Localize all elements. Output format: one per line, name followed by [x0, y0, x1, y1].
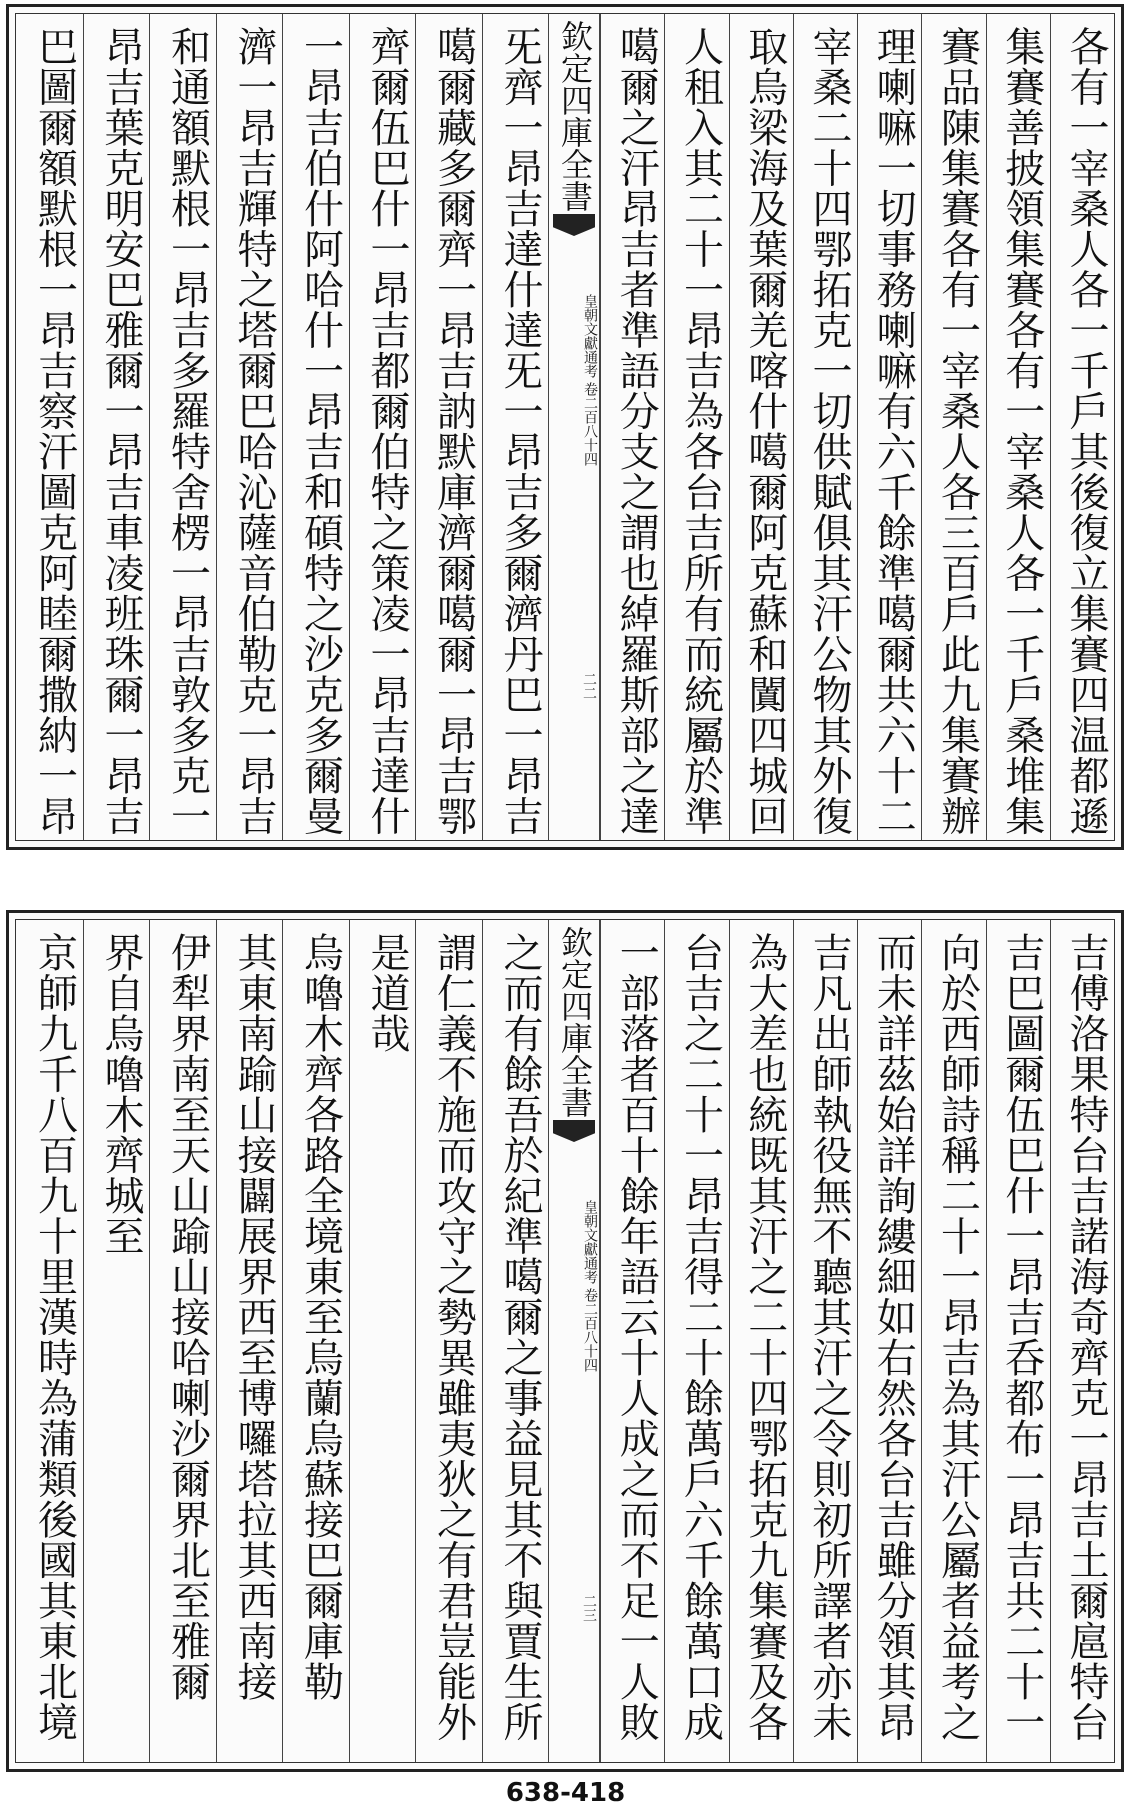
text-column	[282, 14, 349, 840]
text-column	[1050, 14, 1114, 840]
folio-number: 二三	[581, 1594, 597, 1622]
book-title: 欽定四庫全書	[556, 20, 594, 212]
column-text: 齊爾伍巴什一昂吉都爾伯特之策凌一昂吉達什	[364, 26, 410, 836]
text-column	[1050, 920, 1114, 1762]
text-column	[600, 920, 664, 1762]
text-column	[149, 920, 216, 1762]
column-text: 京師九千八百九十里漢時為蒲類後國其東北境	[31, 932, 78, 1742]
volume-info	[549, 1200, 599, 1372]
column-text: 烏嚕木齊各路全境東至烏蘭烏蘇接巴爾庫勒	[297, 932, 344, 1702]
column-text: 濟一昂吉輝特之塔爾巴哈沁薩音伯勒克一昂吉	[231, 26, 277, 836]
column-text: 一部落者百十餘年語云十人成之而不足一人敗	[613, 932, 660, 1742]
text-column	[16, 920, 83, 1762]
text-column	[729, 920, 793, 1762]
text-column	[83, 14, 150, 840]
text-column	[600, 14, 664, 840]
volume-info-line: 卷二百八十四	[582, 382, 598, 466]
column-text: 之而有餘吾於紀準噶爾之事益見其不與賈生所	[497, 932, 543, 1742]
column-text: 昂吉葉克明安巴雅爾一昂吉車凌班珠爾一昂吉	[98, 26, 144, 836]
text-column	[793, 920, 857, 1762]
text-column	[857, 920, 921, 1762]
text-column	[216, 920, 283, 1762]
page-number: 638-418	[505, 1778, 626, 1808]
column-text: 人租入其二十一昂吉為各台吉所有而統屬於準	[677, 26, 724, 836]
column-text: 旡齊一昂吉達什達旡一昂吉多爾濟丹巴一昂吉	[497, 26, 543, 836]
fishtail-mark	[553, 1120, 595, 1142]
lower-page-frame	[15, 919, 1115, 1763]
text-column	[664, 14, 728, 840]
column-text: 取烏梁海及葉爾羌喀什噶爾阿克蘇和闐四城回	[741, 26, 788, 836]
column-text: 向於西師詩稱二十一昂吉為其汗公屬者益考之	[934, 932, 981, 1742]
book-title: 欽定四庫全書	[556, 926, 594, 1118]
column-text: 謂仁義不施而攻守之勢異雖夷狄之有君豈能外	[430, 932, 477, 1742]
text-column	[986, 920, 1050, 1762]
column-text: 界自烏嚕木齊城至	[98, 932, 144, 1256]
text-column	[349, 920, 416, 1762]
text-column	[349, 14, 416, 840]
column-text: 和通額默根一昂吉多羅特舍楞一昂吉敦多克一	[164, 26, 211, 836]
column-text: 台吉之二十一昂吉得二十餘萬戶六千餘萬口成	[677, 932, 724, 1742]
column-text: 伊犁界南至天山踰山接哈喇沙爾界北至雅爾	[164, 932, 211, 1702]
column-text: 噶爾之汗昂吉者準語分支之謂也綽羅斯部之達	[613, 26, 660, 836]
upper-page-frame	[15, 13, 1115, 841]
center-fold	[548, 920, 600, 1762]
center-fold	[548, 14, 600, 840]
column-text: 吉巴圖爾伍巴什一昂吉呑都布一昂吉共二十一	[998, 932, 1045, 1742]
column-text: 為大差也統既其汗之二十四鄂拓克九集賽及各	[741, 932, 788, 1742]
column-text: 巴圖爾額默根一昂吉察汗圖克阿睦爾撒納一昂	[31, 26, 78, 836]
text-column	[216, 14, 283, 840]
column-text: 其東南踰山接闢展界西至博囉塔拉其西南接	[231, 932, 277, 1702]
lower-page	[6, 910, 1124, 1772]
text-column	[149, 14, 216, 840]
column-text: 是道哉	[364, 932, 410, 1054]
column-text: 噶爾藏多爾齊一昂吉訥默庫濟爾噶爾一昂吉鄂	[430, 26, 477, 836]
text-column	[482, 14, 549, 840]
column-text: 各有一宰桑人各一千戶其後復立集賽四温都遜	[1063, 26, 1109, 836]
fishtail-mark	[553, 214, 595, 236]
column-text: 宰桑二十四鄂拓克一切供賦俱其汗公物其外復	[806, 26, 852, 836]
text-column	[282, 920, 349, 1762]
text-column	[482, 920, 549, 1762]
column-text: 賽品陳集賽各有一宰桑人各三百戶此九集賽辦	[934, 26, 981, 836]
column-text: 集賽善披領集賽各有一宰桑人各一千戶桑堆集	[998, 26, 1045, 836]
volume-info	[549, 294, 599, 466]
column-text: 理喇嘛一切事務喇嘛有六千餘準噶爾共六十二	[870, 26, 917, 836]
volume-info-line: 皇朝文獻通考	[582, 1200, 598, 1284]
volume-info-line: 卷二百八十四	[582, 1288, 598, 1372]
column-text: 一昂吉伯什阿哈什一昂吉和碩特之沙克多爾曼	[297, 26, 344, 836]
upper-page	[6, 4, 1124, 850]
text-column	[921, 14, 985, 840]
text-column	[986, 14, 1050, 840]
text-column	[16, 14, 83, 840]
text-column	[793, 14, 857, 840]
column-text: 吉凡出師執役無不聽其汗之令則初所譯者亦未	[806, 932, 852, 1742]
volume-info-line: 皇朝文獻通考	[582, 294, 598, 378]
column-text: 而未詳茲始詳詢縷細如右然各台吉雖分領其昂	[870, 932, 917, 1742]
text-column	[415, 920, 482, 1762]
text-column	[729, 14, 793, 840]
text-column	[857, 14, 921, 840]
text-column	[664, 920, 728, 1762]
folio-number: 二二	[581, 672, 597, 700]
text-column	[83, 920, 150, 1762]
column-text: 吉傅洛果特台吉諾海奇齊克一昂吉土爾扈特台	[1063, 932, 1109, 1742]
text-column	[415, 14, 482, 840]
text-column	[921, 920, 985, 1762]
